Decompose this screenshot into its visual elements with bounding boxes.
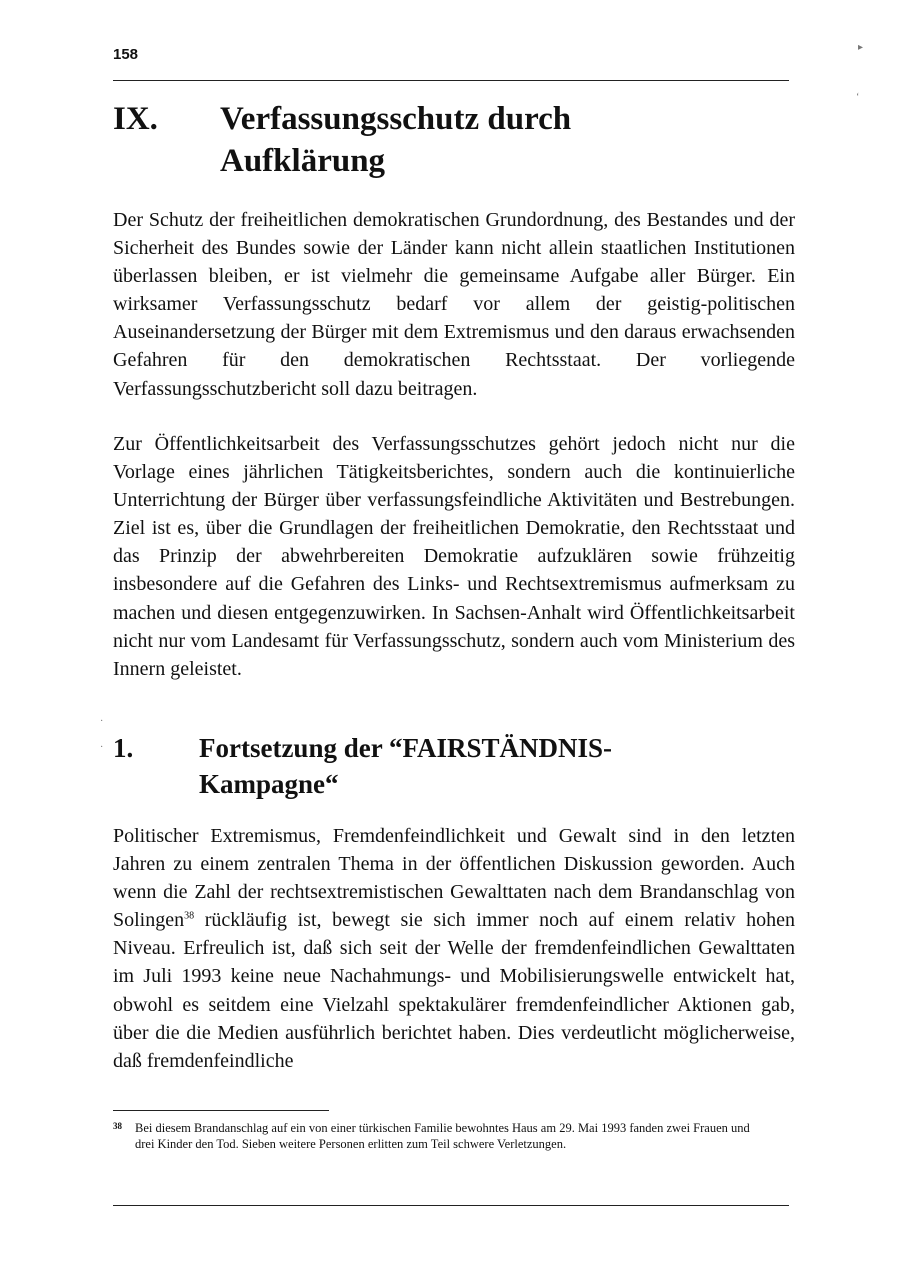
footnote-text: Bei diesem Brandanschlag auf ein von einer türkischen Familie bewohntes Haus am 29. Mai 1993 fanden zwei Frauen und drei Kinder den Tod. Sieben weitere Personen erlitten zum Teil schwere Verletzungen.: [135, 1121, 750, 1151]
footnote-reference[interactable]: 38: [184, 910, 195, 922]
page-number: 158: [113, 46, 139, 63]
chapter-title: Verfassungsschutz durch Aufklärung: [220, 101, 572, 179]
paragraph-intro: Der Schutz der freiheitlichen demokratischen Grundordnung, des Bestandes und der Sicherheit des Bundes sowie der Länder kann nicht allein staatlichen Institutionen überlassen bleiben, er ist vielmehr die gemeinsame Aufgabe aller Bürger. Ein wirksamer Verfassungsschutz bedarf vor allem der geistig-politischen Auseinandersetzung der Bürger mit dem Extremismus und den daraus erwachsenden Gefahren für den demokratischen Rechtsstaat. Der vorliegende Verfassungsschutzbericht soll dazu beitragen.: [113, 209, 795, 400]
section-number: 1.: [113, 733, 134, 763]
section-title: Fortsetzung der “FAIRSTÄNDNIS-Kampagne“: [199, 733, 612, 799]
scan-speck: ʻ: [856, 92, 860, 103]
paragraph-text-start: Politischer Extremismus, Fremdenfeindlichkeit und Gewalt sind in den letzten Jahren zu einem zentralen Thema in der öffentlichen Diskussion geworden. Auch wenn die Zahl der rechtsextremistischen Gewalttaten nach dem Brandanschlag von Solingen: [113, 825, 795, 932]
scan-speck: ▸: [858, 42, 864, 53]
chapter-number: IX.: [113, 101, 158, 137]
paragraph-text-end: rückläufig ist, bewegt sie sich immer noch auf einem relativ hohen Niveau. Erfreulich ist, daß sich seit der Welle der fremdenfeindlichen Gewalttaten im Juli 1993 keine neue Nachahmungs- und Mobilisierungswelle entwickelt hat, obwohl es seitdem eine Vielzahl spektakulärer fremdenfeindlicher Aktionen gab, über die die Medien ausführlich berichtet haben. Dies verdeutlicht möglicherweise, daß fremdenfeindliche: [113, 909, 795, 1072]
footnote-rule: [113, 1110, 329, 1111]
scan-speck: ·: [100, 716, 104, 727]
paragraph-extremism: [113, 822, 795, 1075]
paragraph-public-relations: Zur Öffentlichkeitsarbeit des Verfassungsschutzes gehört jedoch nicht nur die Vorlage eines jährlichen Tätigkeitsberichtes, sondern auch die kontinuierliche Unterrichtung der Bürger über verfassungsfeindliche Aktivitäten und Bestrebungen. Ziel ist es, über die Grundlagen der freiheitlichen Demokratie, den Rechtsstaat und das Prinzip der abwehrbereiten Demokratie aufzuklären sowie frühzeitig insbesondere auf die Gefahren des Links- und Rechtsextremismus aufmerksam zu machen und diesen entgegenzuwirken. In Sachsen-Anhalt wird Öffentlichkeitsarbeit nicht nur vom Landesamt für Verfassungsschutz, sondern auch vom Ministerium des Innern geleistet.: [113, 433, 795, 680]
scan-speck: ·: [100, 742, 104, 753]
header-rule: [113, 80, 789, 81]
footnote-mark: 38: [113, 1121, 122, 1131]
footer-rule: [113, 1205, 789, 1206]
